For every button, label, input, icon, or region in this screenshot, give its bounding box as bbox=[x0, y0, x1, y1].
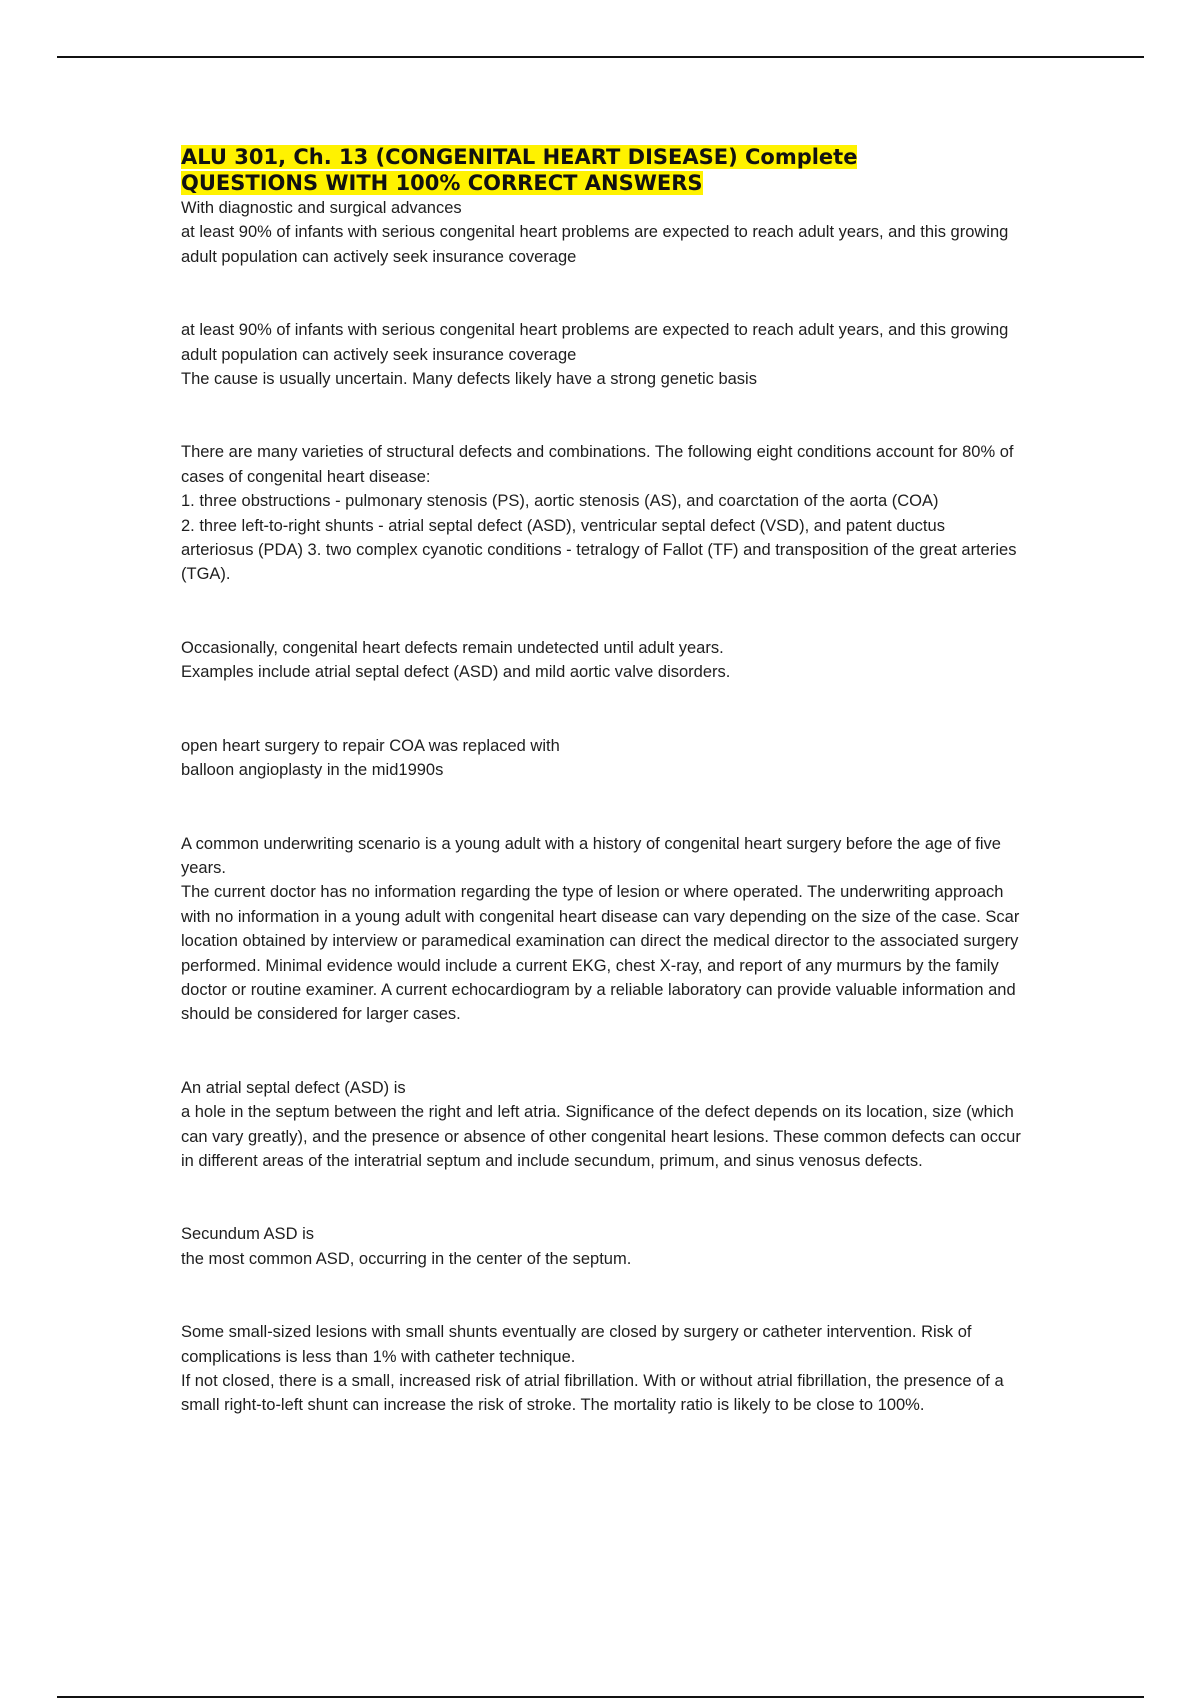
spacer bbox=[181, 685, 1021, 734]
document-title bbox=[181, 144, 1021, 196]
answer-text: at least 90% of infants with serious congenital heart problems are expected to reach adult years, and this growing adult population can actively seek insurance coverage bbox=[181, 223, 1009, 266]
spacer bbox=[181, 269, 1021, 318]
answer-text: Examples include atrial septal defect (ASD) and mild aortic valve disorders. bbox=[181, 663, 731, 682]
question-text: open heart surgery to repair COA was replaced with bbox=[181, 736, 560, 755]
answer-text: The current doctor has no information regarding the type of lesion or where operated. The underwriting approach with no information in a young adult with congenital heart disease can vary depending on the size of the case. Scar location obtained by interview or paramedical examination can direct the medical director to the associated surgery performed. Minimal evidence would include a current EKG, chest X-ray, and report of any murmurs by the family doctor or routine examiner. A current echocardiogram by a reliable laboratory can provide valuable information and should be considered for larger cases. bbox=[181, 883, 1020, 1024]
spacer bbox=[181, 783, 1021, 832]
question-text: at least 90% of infants with serious congenital heart problems are expected to reach adult years, and this growing adult population can actively seek insurance coverage bbox=[181, 321, 1009, 364]
top-divider bbox=[57, 56, 1144, 58]
title-line-1: ALU 301, Ch. 13 (CONGENITAL HEART DISEASE) Complete bbox=[181, 145, 858, 169]
answer-text: The cause is usually uncertain. Many defects likely have a strong genetic basis bbox=[181, 370, 757, 389]
spacer bbox=[181, 391, 1021, 440]
question-text: A common underwriting scenario is a young adult with a history of congenital heart surgery before the age of five years. bbox=[181, 834, 1001, 877]
answer-text: balloon angioplasty in the mid1990s bbox=[181, 761, 444, 780]
question-text: Some small-sized lesions with small shunts eventually are closed by surgery or catheter intervention. Risk of complications is less than 1% with catheter technique. bbox=[181, 1323, 972, 1366]
spacer bbox=[181, 1027, 1021, 1076]
title-line-2: QUESTIONS WITH 100% CORRECT ANSWERS bbox=[181, 171, 703, 195]
answer-text: If not closed, there is a small, increased risk of atrial fibrillation. With or without atrial fibrillation, the presence of a small right-to-left shunt can increase the risk of stroke. The mortality ratio is likely to be close to 100%. bbox=[181, 1372, 1004, 1415]
question-text: An atrial septal defect (ASD) is bbox=[181, 1078, 406, 1097]
spacer bbox=[181, 587, 1021, 636]
question-text: Secundum ASD is bbox=[181, 1225, 314, 1244]
question-text: With diagnostic and surgical advances bbox=[181, 199, 462, 217]
question-text: There are many varieties of structural defects and combinations. The following eight conditions account for 80% of cases of congenital heart disease: bbox=[181, 443, 1014, 486]
answer-text: a hole in the septum between the right and left atria. Significance of the defect depends on its location, size (which can vary greatly), and the presence or absence of other congenital heart lesions. These common defects can occur in different areas of the interatrial septum and include secundum, primum, and sinus venosus defects. bbox=[181, 1103, 1021, 1170]
spacer bbox=[181, 1271, 1021, 1320]
question-text: Occasionally, congenital heart defects remain undetected until adult years. bbox=[181, 638, 724, 657]
list-item: 1. three obstructions - pulmonary stenosis (PS), aortic stenosis (AS), and coarctation of the aorta (COA) bbox=[181, 492, 939, 511]
document-body bbox=[181, 144, 1021, 1418]
spacer bbox=[181, 1173, 1021, 1222]
list-item: 2. three left-to-right shunts - atrial septal defect (ASD), ventricular septal defect (VSD), and patent ductus arteriosus (PDA) 3. two complex cyanotic conditions - tetralogy of Fallot (TF) and transposition of the great arteries (TGA). bbox=[181, 516, 1017, 584]
answer-text: the most common ASD, occurring in the center of the septum. bbox=[181, 1249, 632, 1268]
bottom-divider bbox=[57, 1696, 1144, 1698]
